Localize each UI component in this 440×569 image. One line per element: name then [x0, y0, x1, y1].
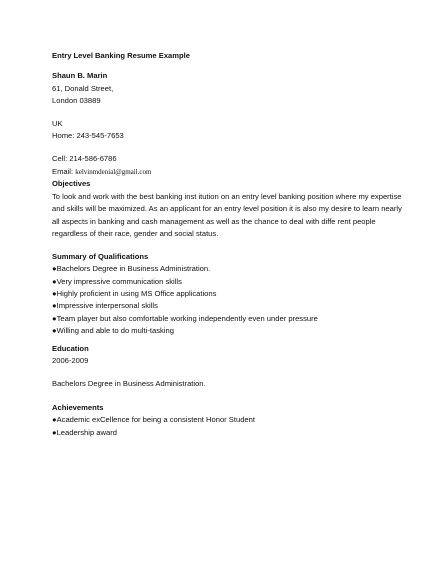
qualification-item: ●Willing and able to do multi-tasking	[52, 326, 174, 335]
qualification-item: ●Highly proficient in using MS Office applications	[52, 289, 217, 298]
achievement-item: ●Academic exCellence for being a consistent Honor Student	[52, 415, 255, 424]
cell-phone: Cell: 214-586-6786	[52, 154, 117, 163]
qualifications-heading: Summary of Qualifications	[52, 252, 149, 261]
email-value: kelvinmdenial@gmail.com	[75, 168, 152, 176]
education-degree: Bachelors Degree in Business Administration.	[52, 379, 206, 388]
objectives-heading: Objectives	[52, 179, 91, 188]
objectives-line: regardless of their race, gender and social status.	[52, 229, 219, 238]
objectives-line: To look and work with the best banking inst itution on an entry level banking position where my expertise	[52, 192, 402, 201]
address-line-1: 61, Donald Street,	[52, 84, 114, 93]
email-label: Email:	[52, 167, 76, 176]
address-country: UK	[52, 119, 63, 128]
qualification-item: ●Bachelors Degree in Business Administration.	[52, 264, 211, 273]
applicant-name: Shaun B. Marin	[52, 71, 108, 80]
document-title: Entry Level Banking Resume Example	[52, 51, 191, 60]
education-heading: Education	[52, 344, 89, 353]
education-years: 2006-2009	[52, 356, 89, 365]
objectives-line: and skills will be maximized. As an applicant for an entry level position it is also my desire to learn nearly	[52, 204, 402, 213]
qualification-item: ●Very impressive communication skills	[52, 277, 182, 286]
achievements-heading: Achievements	[52, 403, 104, 412]
achievement-item: ●Leadership award	[52, 428, 117, 437]
address-line-2: London 03889	[52, 96, 101, 105]
email-line	[52, 168, 151, 176]
objectives-line: all aspects in banking and cash management as well as the chance to deal with diffe rent people	[52, 217, 376, 226]
home-phone: Home: 243-545-7653	[52, 131, 124, 140]
qualification-item: ●Team player but also comfortable working independently even under pressure	[52, 314, 318, 323]
qualification-item: ●Impressive interpersonal skills	[52, 301, 158, 310]
